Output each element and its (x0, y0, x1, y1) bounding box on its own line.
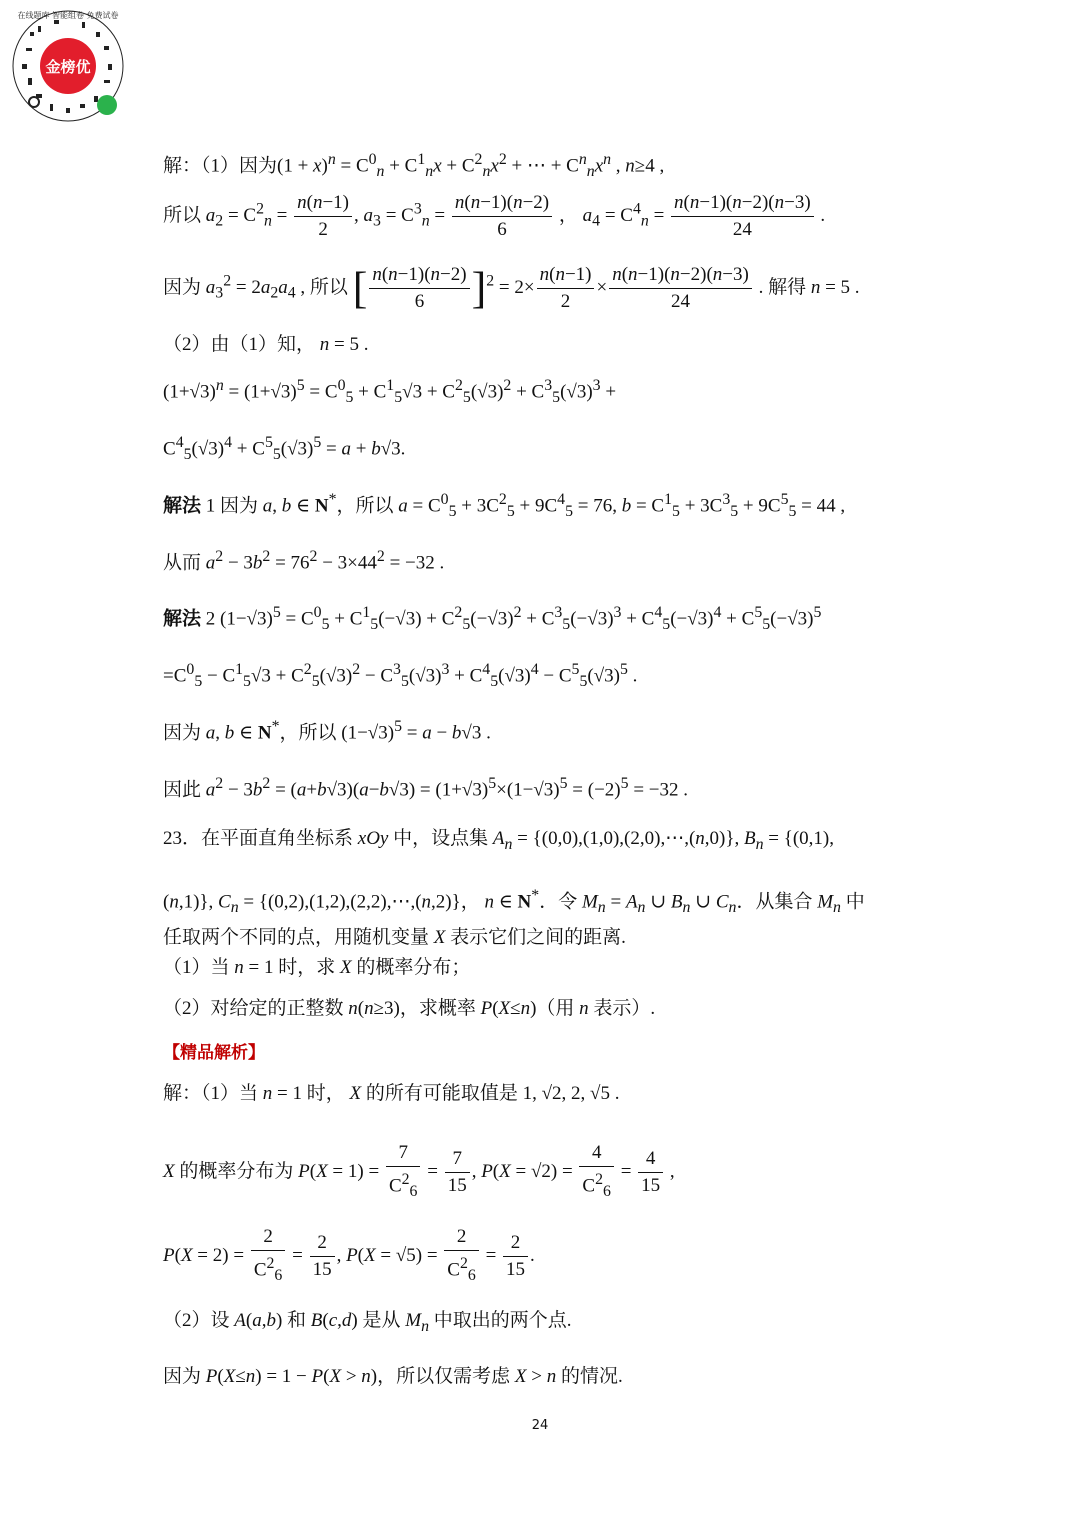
section-header: 【精品解析】 (163, 1043, 265, 1063)
solution-line-10: $=C^0_5 - C^1_5√3 + C^2_5(√3)^2 - C^3_5(√3)^3 + C^4_5(√3)^4 - C^5_5(√3)^5$ . (163, 661, 638, 691)
solution-line-7: 解法 1 因为 a, b ∈ N*，所以 $a = C^0_5 + 3C^2_5 + 9C^4_5 = 76$, $b = C^1_5 + 3C^3_5 + 9C^5_5 = 44$ , (163, 491, 846, 521)
solution-line-2: 所以 $a_2 = C^2_n$ = $\frac{n(n-1)}{2}$ , $a_3 = C^3_n$ = $\frac{n(n-1)(n-2)}{6}$ ， $a_4 = C^4_n$ = $\frac{n(n-1)(n-2)(n-3)}{24}$ . (163, 192, 826, 240)
logo-ring-text: 在线题库 智能组卷 免费试卷 (17, 11, 119, 20)
problem-23-line-2: (n,1)}, $C_n$ = {(0,2),(1,2),(2,2),⋯,(n,2)}， n ∈ N*．令 $M_n = A_n$ ∪ $B_n$ ∪ $C_n$．从集合 $M_n$ 中 (163, 887, 865, 917)
answer-line-2: X 的概率分布为 P(X = 1) = $\frac{7}{C^2_6}$ = $\frac{7}{15}$ , P(X = √2) = $\frac{4}{C^2_6}$ = $\frac{4}{15}$ , (163, 1142, 675, 1201)
solution-line-8: 从而 $a^2 - 3b^2 = 76^2 - 3\times 44^2 = -32$ . (163, 548, 445, 574)
solution-line-6: $C^4_5(√3)^4 + C^5_5(√3)^5 = a + b√3$. (163, 434, 406, 464)
solution-line-1: 解：（1）因为$(1 + x)^n = C^0_n + C^1_nx + C^2_nx^2$ + ⋯ + $C^n_nx^n$ , n≥4 , (163, 151, 665, 181)
solution-line-12: 因此 $a^2 - 3b^2 = (a+b√3)(a-b√3) = (1+√3)^5\times(1-√3)^5 = (-2)^5 = -32$ . (163, 775, 688, 801)
solution-line-5: $(1+√3)^n = (1+√3)^5 = C^0_5 + C^1_5√3 + C^2_5(√3)^2 + C^3_5(√3)^3$ + (163, 377, 617, 407)
problem-23-line-4: （1）当 n = 1 时，求 X 的概率分布； (163, 957, 471, 978)
solution-line-9: 解法 2 $(1-√3)^5 = C^0_5 + C^1_5(-√3) + C^2_5(-√3)^2 + C^3_5(-√3)^3 + C^4_5(-√3)^4 + C^5_5(-√3)^5$ (163, 604, 822, 634)
solution-line-3: 因为 $a_3^2 = 2a_2a_4$ , 所以 [ $\frac{n(n-1)(n-2)}{6}$ ]$^2$ = 2× $\frac{n(n-1)}{2}$ × $\frac{n(n-1)(n-2)(n-3)}{24}$ . 解得 n = 5 . (163, 263, 860, 313)
answer-line-5: 因为 P(X≤n) = 1 − P(X > n)，所以仅需考虑 X > n 的情况. (163, 1366, 623, 1387)
logo-brand: 金榜优 (45, 58, 91, 76)
page-number: 24 (531, 1418, 549, 1433)
solution-line-11: 因为 a, b ∈ N*，所以 $(1-√3)^5 = a - b√3$ . (163, 718, 491, 744)
solution-line-4: （2）由（1）知， n = 5 . (163, 334, 369, 355)
answer-line-4: （2）设 A(a,b) 和 B(c,d) 是从 $M_n$ 中取出的两个点. (163, 1310, 572, 1335)
problem-23-line-3: 任取两个不同的点，用随机变量 X 表示它们之间的距离. (163, 927, 626, 948)
problem-23-line-5: （2）对给定的正整数 n(n≥3)，求概率 P(X≤n)（用 n 表示）. (163, 998, 656, 1019)
problem-23-line-1: 23．在平面直角坐标系 xOy 中，设点集 $A_n$ = {(0,0),(1,0),(2,0),⋯,(n,0)}, $B_n = \{(0,1)$, (163, 828, 835, 853)
qr-badge-logo (10, 8, 126, 124)
answer-line-3: P(X = 2) = $\frac{2}{C^2_6}$ = $\frac{2}{15}$ , P(X = √5) = $\frac{2}{C^2_6}$ = $\frac{2}{15}$ . (163, 1226, 535, 1285)
answer-line-1: 解：（1）当 n = 1 时， X 的所有可能取值是 1, √2, 2, √5 . (163, 1083, 620, 1104)
